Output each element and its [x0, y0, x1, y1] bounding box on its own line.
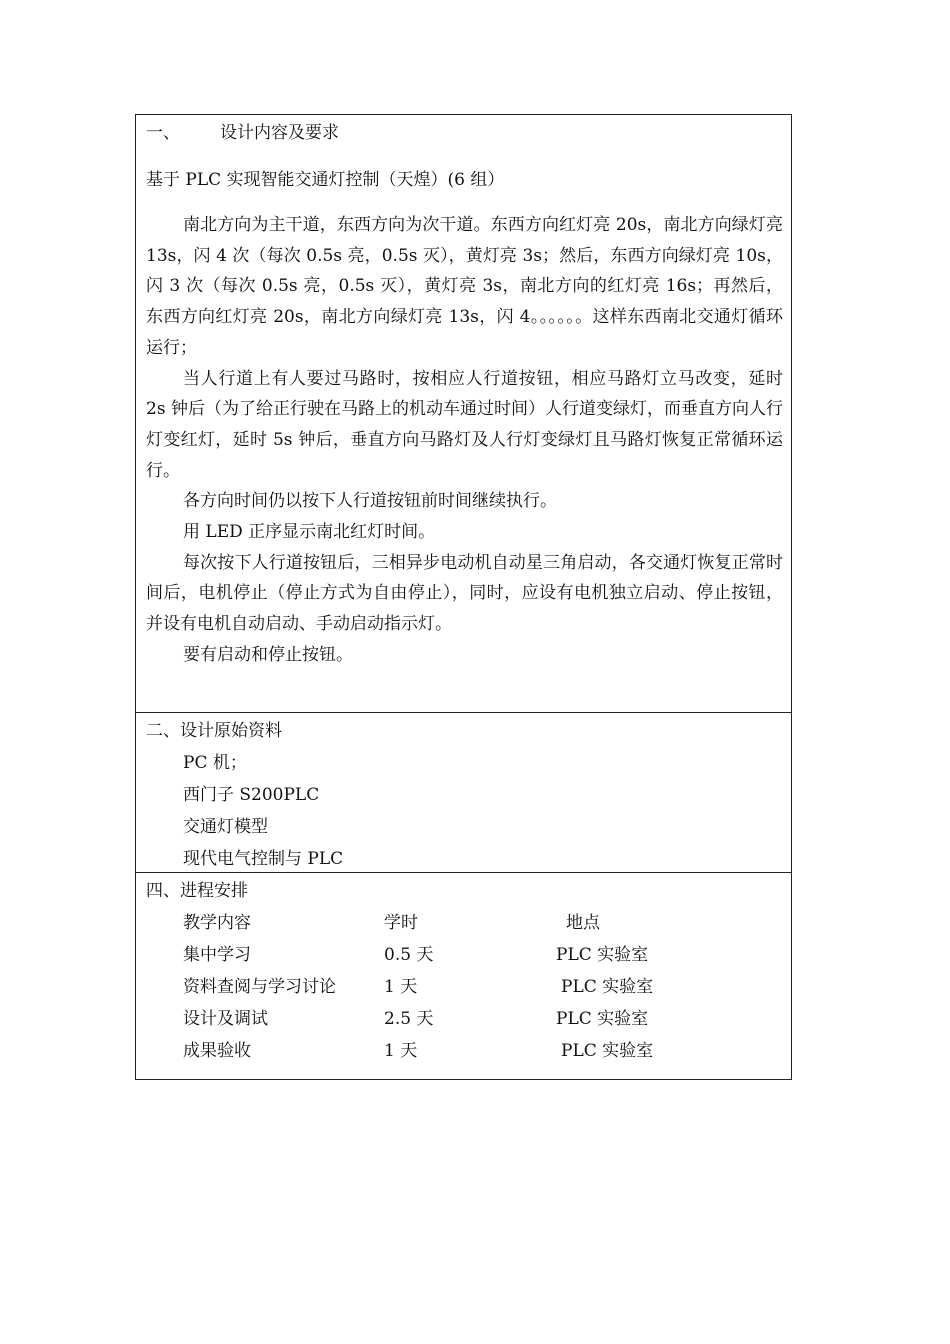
cell-location: PLC 实验室 [556, 945, 649, 965]
paragraph: 每次按下人行道按钮后，三相异步电动机自动星三角启动，各交通灯恢复正常时间后，电机停止（停止方式为自由停止），同时，应设有电机独立启动、停止按钮，并设有电机自动启动、手动启动指示灯。 [146, 552, 783, 635]
column-header-location: 地点 [566, 913, 600, 933]
cell-hours: 2.5 天 [384, 1009, 434, 1029]
section1-title: 设计内容及要求 [220, 123, 339, 143]
cell-content: 成果验收 [183, 1041, 251, 1061]
cell-hours: 1 天 [384, 1041, 418, 1061]
cell-location: PLC 实验室 [561, 977, 654, 997]
cell-hours: 1 天 [384, 977, 418, 997]
cell-location: PLC 实验室 [561, 1041, 654, 1061]
cell-content: 资料查阅与学习讨论 [183, 977, 336, 997]
section2-title: 二、设计原始资料 [146, 721, 282, 741]
section1-number: 一、 [146, 123, 180, 143]
paragraph: 当人行道上有人要过马路时，按相应人行道按钮，相应马路灯立马改变，延时 2s 钟后（为了给正行驶在马路上的机动车通过时间）人行道变绿灯，而垂直方向人行灯变红灯，延时 5s 钟后，垂直方向马路灯及人行灯变绿灯且马路灯恢复正常循环运行。 [146, 368, 783, 481]
cell-hours: 0.5 天 [384, 945, 434, 965]
column-header-hours: 学时 [384, 913, 418, 933]
material-item: 西门子 S200PLC [183, 785, 320, 805]
cell-content: 集中学习 [183, 945, 251, 965]
paragraph: 南北方向为主干道，东西方向为次干道。东西方向红灯亮 20s，南北方向绿灯亮 13s，闪 4 次（每次 0.5s 亮，0.5s 灭），黄灯亮 3s；然后，东西方向绿灯亮 10s，闪 3 次（每次 0.5s 亮，0.5s 灭），黄灯亮 3s，南北方向的红灯亮 16s；再然后，东西方向红灯亮 20s，南北方向绿灯亮 13s，闪 4。。。。。。这样东西南北交通灯循环运行； [146, 215, 783, 358]
section3-title: 四、进程安排 [146, 881, 248, 901]
cell-location: PLC 实验室 [556, 1009, 649, 1029]
paragraph: 要有启动和停止按钮。 [183, 644, 353, 665]
column-header-content: 教学内容 [183, 913, 251, 933]
material-item: 现代电气控制与 PLC [183, 849, 344, 869]
material-item: 交通灯模型 [183, 817, 268, 837]
section-schedule [136, 873, 791, 1081]
section1-heading [146, 123, 339, 143]
paragraph: 各方向时间仍以按下人行道按钮前时间继续执行。 [183, 491, 557, 512]
section-design-requirements [136, 115, 791, 713]
cell-content: 设计及调试 [183, 1009, 268, 1029]
project-subtitle: 基于 PLC 实现智能交通灯控制（天煌）(6 组） [146, 170, 505, 190]
section-original-materials [136, 713, 791, 873]
material-item: PC 机； [183, 753, 247, 773]
requirements-body [146, 210, 783, 671]
document-table [135, 114, 792, 1080]
paragraph: 用 LED 正序显示南北红灯时间。 [183, 522, 436, 543]
